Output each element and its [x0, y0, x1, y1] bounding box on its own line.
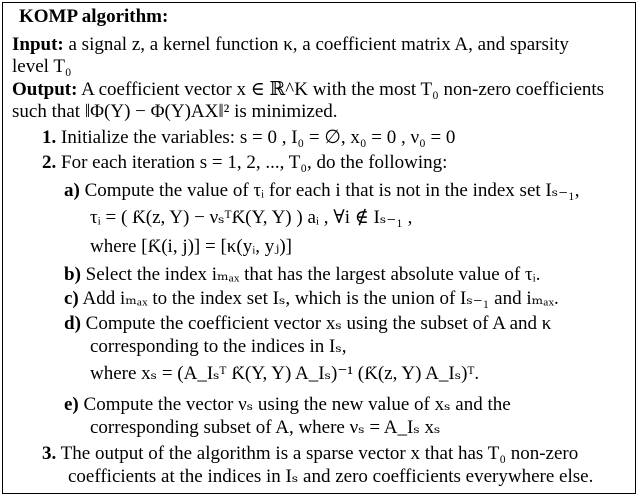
- step-2-number: 2.: [42, 152, 57, 173]
- algorithm-title: KOMP algorithm:: [19, 6, 169, 27]
- step-b-text: Select the index iₘₐₓ that has the largest absolute value of τᵢ.: [85, 264, 541, 285]
- output-label: Output:: [12, 79, 78, 100]
- step-a: [64, 180, 580, 202]
- step-a-where: where [Ƙ(i, j)] = [κ(yᵢ, yⱼ)]: [90, 236, 292, 257]
- step-d-label: d): [64, 313, 81, 334]
- step-e: [64, 394, 511, 416]
- step-a-label: a): [64, 180, 80, 201]
- step-e-line-2: corresponding subset of A, where νₛ = A_Iₛ xₛ: [90, 417, 441, 438]
- output-text: A coefficient vector x ∈ ℝ^K with the most T₀ non-zero coefficients: [81, 79, 605, 100]
- step-3-number: 3.: [42, 443, 57, 464]
- output-line: [12, 79, 604, 101]
- step-e-text: Compute the vector νₛ using the new value of xₛ and the: [83, 394, 511, 415]
- step-d-text: Compute the coefficient vector xₛ using the subset of A and κ: [85, 313, 552, 334]
- step-c: [64, 288, 559, 310]
- step-1-number: 1.: [42, 127, 57, 148]
- input-label: Input:: [12, 34, 64, 55]
- step-a-text: Compute the value of τᵢ for each i that is not in the index set Iₛ₋₁,: [84, 180, 580, 201]
- step-3: [42, 443, 578, 465]
- step-d-line-2: corresponding to the indices in Iₛ,: [90, 336, 347, 357]
- step-a-formula: τᵢ = ( Ƙ(z, Y) − νₛᵀƘ(Y, Y) ) aᵢ , ∀i ∉ Iₛ₋₁ ,: [90, 207, 413, 228]
- step-b: [64, 264, 541, 286]
- step-2: [42, 152, 447, 174]
- input-text: a signal z, a kernel function κ, a coefficient matrix A, and sparsity: [68, 34, 569, 55]
- step-1: [42, 127, 455, 149]
- input-line: [12, 34, 569, 56]
- step-d-formula: where xₛ = (A_Iₛᵀ Ƙ(Y, Y) A_Iₛ)⁻¹ (Ƙ(z, Y) A_Iₛ)ᵀ.: [90, 363, 480, 384]
- step-c-text: Add iₘₐₓ to the index set Iₛ, which is the union of Iₛ₋₁ and iₘₐₓ.: [82, 288, 559, 309]
- step-b-label: b): [64, 264, 81, 285]
- step-2-text: For each iteration s = 1, 2, ..., T₀, do the following:: [61, 152, 448, 173]
- step-3-text: The output of the algorithm is a sparse vector x that has T₀ non-zero: [60, 443, 579, 464]
- step-e-label: e): [64, 394, 79, 415]
- output-line-2: such that ‖Φ(Y) − Φ(Y)AX‖² is minimized.: [12, 101, 338, 122]
- step-c-label: c): [64, 288, 79, 309]
- step-3-line-2: coefficients at the indices in Iₛ and zero coefficients everywhere else.: [68, 466, 594, 487]
- input-line-2: level T₀: [12, 56, 72, 77]
- step-d: [64, 313, 551, 335]
- step-1-text: Initialize the variables: s = 0 , I₀ = ∅, x₀ = 0 , ν₀ = 0: [61, 127, 456, 148]
